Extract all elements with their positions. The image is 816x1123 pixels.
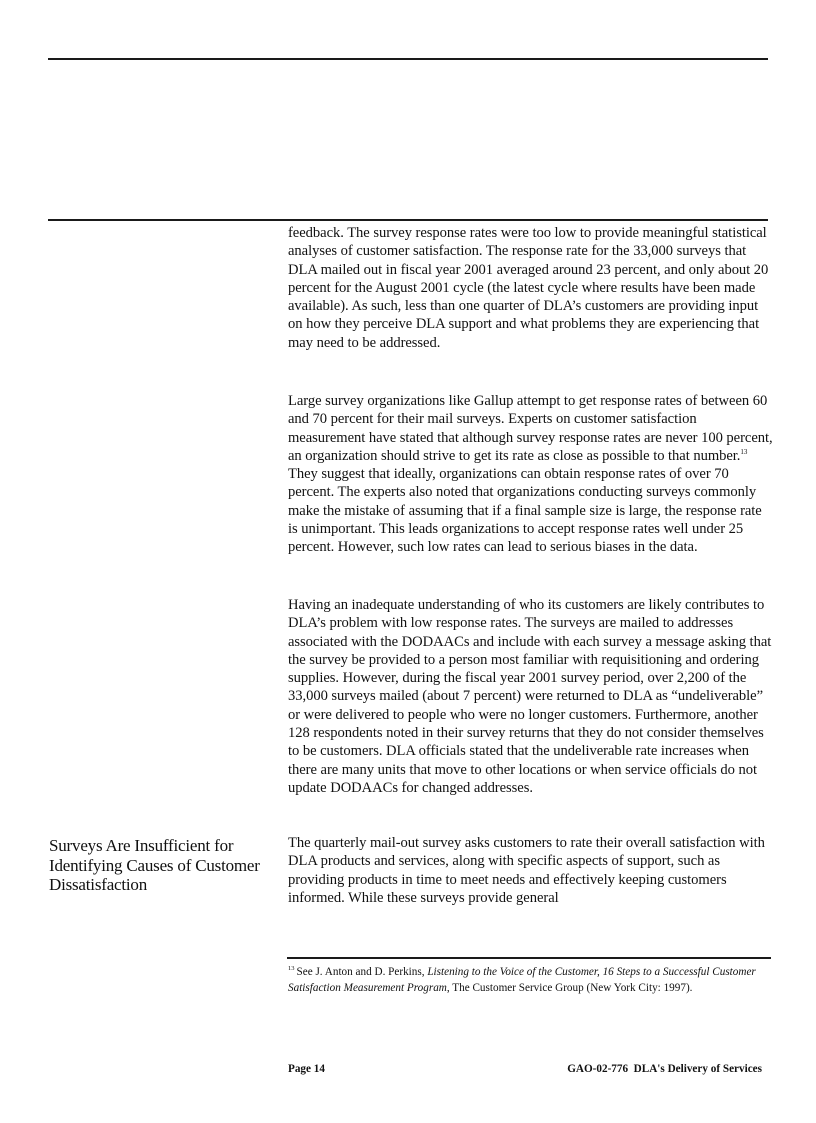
- section-rule: [48, 219, 768, 221]
- body-paragraph-3: Having an inadequate understanding of who its customers are likely contributes to DLA’s problem with low response rates. The surveys are mailed to addresses associated with the DODAACs and include with each survey a message asking that the survey be provided to a person most familiar with requisitioning and ordering supplies. However, during the fiscal year 2001 survey period, over 2,200 of the 33,000 surveys mailed (about 7 percent) were returned to DLA as “undeliverable” or were delivered to people who were no longer customers. Furthermore, another 128 respondents noted in their survey returns that they do not consider themselves to be customers. DLA officials stated that the undeliverable rate increases when there are many units that move to other locations or when service officials do not update DODAACs for changed addresses.: [288, 597, 772, 796]
- footnote-reference: 13: [740, 448, 748, 457]
- page-number: Page 14: [288, 1063, 325, 1075]
- footnote: [288, 965, 758, 996]
- footnote-prefix: See J. Anton and D. Perkins,: [296, 966, 428, 978]
- footnote-number: 13: [288, 965, 295, 973]
- side-heading: Surveys Are Insufficient for Identifying Causes of Customer Dissatisfaction: [49, 836, 260, 894]
- footnote-title: Listening to the Voice of the Customer, 16 Steps to a Successful Customer Satisfaction Measurement Program: [288, 966, 756, 994]
- body-paragraph-2: [288, 392, 773, 557]
- body-paragraph-1: feedback. The survey response rates were too low to provide meaningful statistical analyses of customer satisfaction. The response rate for the 33,000 surveys that DLA mailed out in fiscal year 2001 averaged around 23 percent, and only about 20 percent for the August 2001 cycle (the latest cycle where results have been made available). As such, less than one quarter of DLA’s customers are providing input on how they perceive DLA support and what problems they are experiencing that may need to be addressed.: [288, 225, 769, 351]
- top-rule: [48, 58, 768, 60]
- paragraph-2-text-after-ref: They suggest that ideally, organizations can obtain response rates of over 70 percent. The experts also noted that organizations conducting surveys commonly make the mistake of assuming that if a final sample size is large, the response rate is unimportant. This leads organizations to accept response rates well under 25 percent. However, such low rates can lead to serious biases in the data.: [288, 466, 762, 556]
- footnote-suffix: , The Customer Service Group (New York City: 1997).: [446, 981, 693, 994]
- report-title: GAO-02-776 DLA's Delivery of Services: [567, 1063, 762, 1075]
- footnote-rule: [287, 957, 771, 959]
- paragraph-2-text-before-ref: Large survey organizations like Gallup attempt to get response rates of between 60 and 70 percent for their mail surveys. Experts on customer satisfaction measurement have stated that although survey response rates are never 100 percent, an organization should strive to get its rate as close as possible to that number.: [288, 393, 773, 464]
- body-paragraph-4: The quarterly mail-out survey asks customers to rate their overall satisfaction with DLA products and services, along with specific aspects of support, such as providing products in time to meet needs and effectively keeping customers informed. While these surveys provide general: [288, 835, 765, 906]
